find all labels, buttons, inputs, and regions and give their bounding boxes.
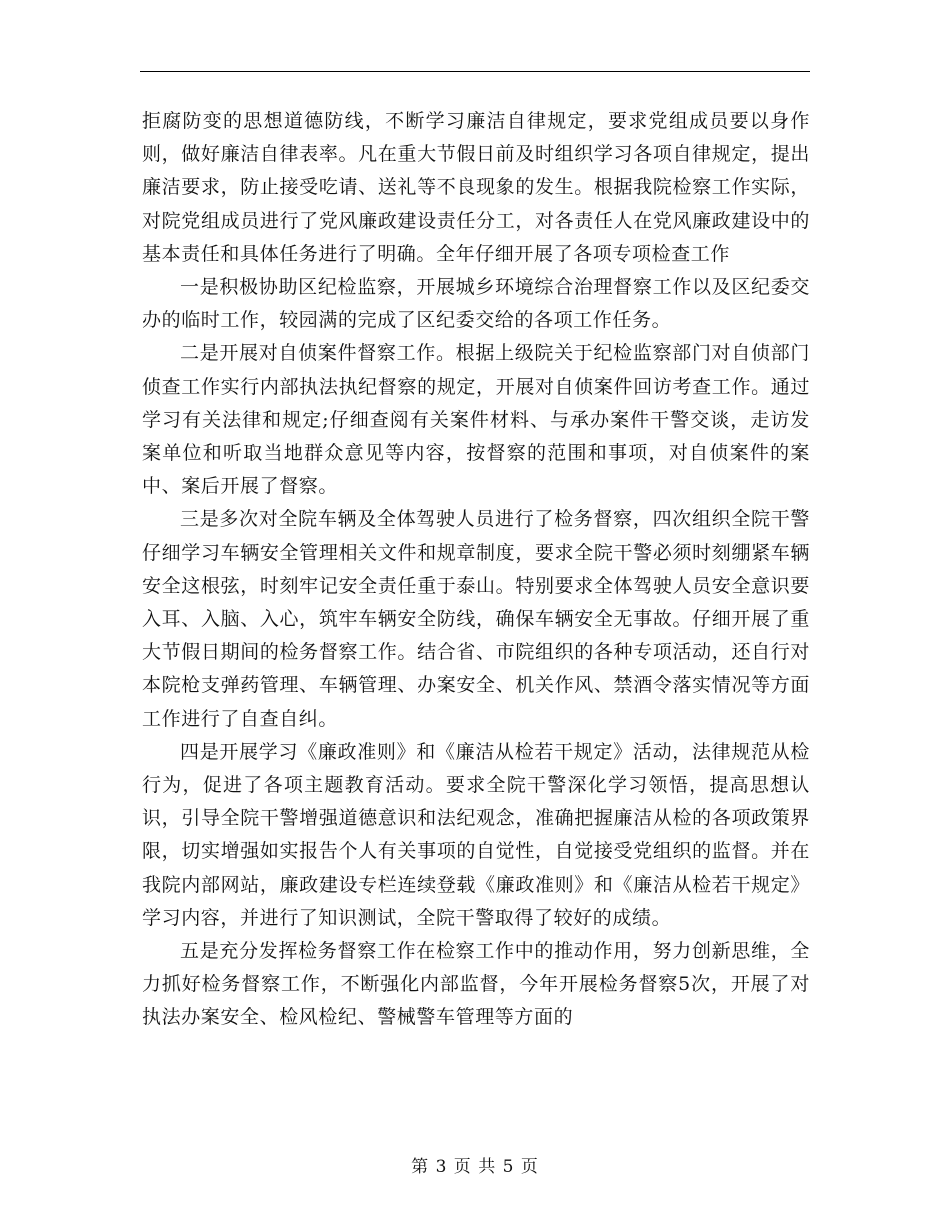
paragraph-continuation: 拒腐防变的思想道德防线，不断学习廉洁自律规定，要求党组成员要以身作则，做好廉洁自律表率。凡在重大节假日前及时组织学习各项自律规定，提出廉洁要求，防止接受吃请、送礼等不良现象的发生。根据我院检察工作实际，对院党组成员进行了党风廉政建设责任分工，对各责任人在党风廉政建设中的基本责任和具体任务进行了明确。全年仔细开展了各项专项检查工作	[142, 110, 810, 265]
paragraph-item-3: 三是多次对全院车辆及全体驾驶人员进行了检务督察，四次组织全院干警仔细学习车辆安全管理相关文件和规章制度，要求全院干警必须时刻绷紧车辆安全这根弦，时刻牢记安全责任重于泰山。特别要求全体驾驶人员安全意识要入耳、入脑、入心，筑牢车辆安全防线，确保车辆安全无事故。仔细开展了重大节假日期间的检务督察工作。结合省、市院组织的各种专项活动，还自行对本院枪支弹药管理、车辆管理、办案安全、机关作风、禁酒令落实情况等方面工作进行了自查自纠。	[142, 508, 810, 730]
paragraph-item-5: 五是充分发挥检务督察工作在检察工作中的推动作用，努力创新思维，全力抓好检务督察工作，不断强化内部监督，今年开展检务督察5次，开展了对执法办案安全、检风检纪、警械警车管理等方面的	[142, 940, 810, 1029]
paragraph-item-1: 一是积极协助区纪检监察，开展城乡环境综合治理督察工作以及区纪委交办的临时工作，较园满的完成了区纪委交给的各项工作任务。	[142, 276, 810, 332]
page-number-footer: 第 3 页 共 5 页	[411, 1157, 539, 1177]
document-body	[142, 105, 810, 1035]
paragraph-item-4: 四是开展学习《廉政准则》和《廉洁从检若干规定》活动，法律规范从检行为，促进了各项主题教育活动。要求全院干警深化学习领悟，提高思想认识，引导全院干警增强道德意识和法纪观念，准确把握廉洁从检的各项政策界限，切实增强如实报告个人有关事项的自觉性，自觉接受党组织的监督。并在我院内部网站，廉政建设专栏连续登载《廉政准则》和《廉洁从检若干规定》学习内容，并进行了知识测试，全院干警取得了较好的成绩。	[142, 740, 810, 929]
paragraph-item-2: 二是开展对自侦案件督察工作。根据上级院关于纪检监察部门对自侦部门侦查工作实行内部执法执纪督察的规定，开展对自侦案件回访考查工作。通过学习有关法律和规定;仔细查阅有关案件材料、与承办案件干警交谈，走访发案单位和听取当地群众意见等内容，按督察的范围和事项，对自侦案件的案中、案后开展了督察。	[142, 342, 810, 498]
header-rule	[140, 71, 810, 72]
